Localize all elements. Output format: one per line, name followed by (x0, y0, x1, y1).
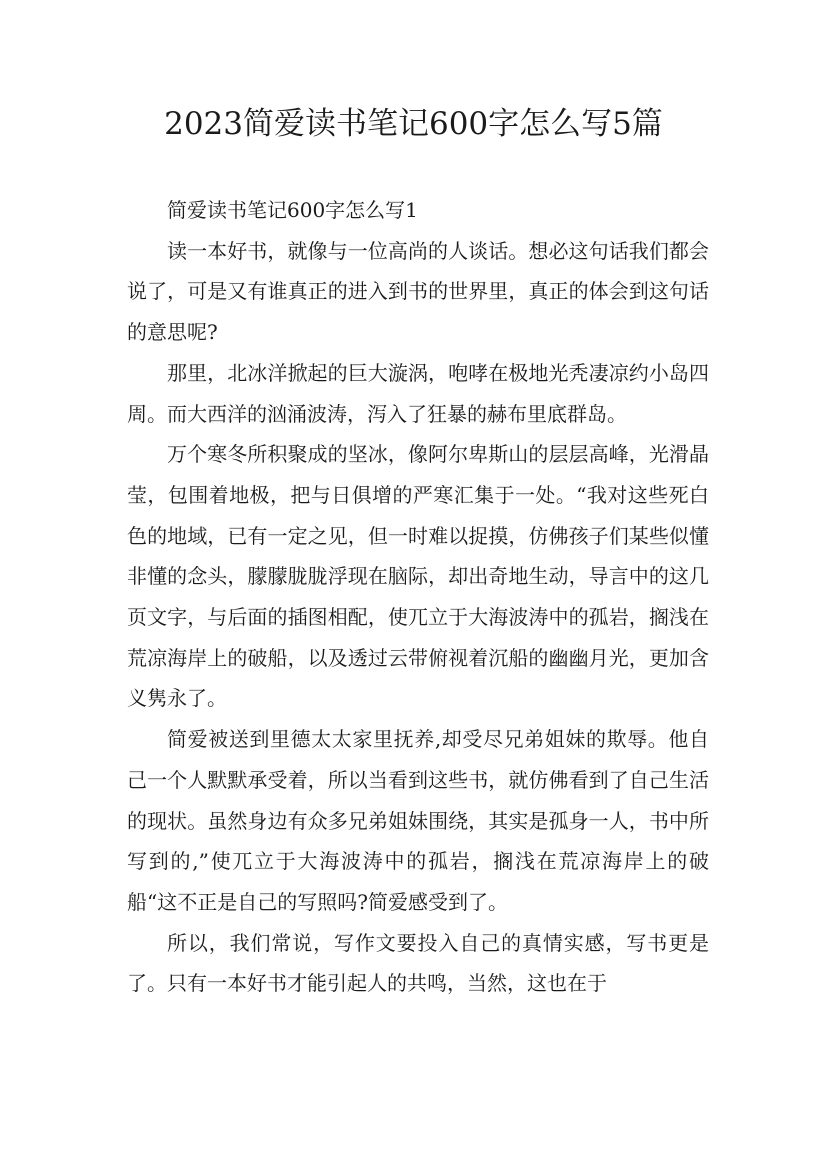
document-title: 2023简爱读书笔记600字怎么写5篇 (164, 106, 663, 142)
paragraph: 简爱被送到里德太太家里抚养,却受尽兄弟姐妹的欺辱。他自己一个人默默承受着，所以当看到这些书，就仿佛看到了自己生活的现状。虽然身边有众多兄弟姐妹围绕，其实是孤身一人，书中所写到的,”使兀立于大海波涛中的孤岩，搁浅在荒凉海岸上的破船“这不正是自己的写照吗?简爱感受到了。 (127, 727, 709, 914)
paragraph: 那里，北冰洋掀起的巨大漩涡，咆哮在极地光秃凄凉约小岛四周。而大西洋的汹涌波涛，泻入了狂暴的赫布里底群岛。 (127, 360, 709, 426)
section-heading: 简爱读书笔记600字怎么写1 (167, 198, 418, 222)
paragraph: 万个寒冬所积聚成的坚冰，像阿尔卑斯山的层层高峰，光滑晶莹，包围着地极，把与日俱增的严寒汇集于一处。“我对这些死白色的地域，已有一定之见，但一时难以捉摸，仿佛孩子们某些似懂非懂的念头，朦朦胧胧浮现在脑际，却出奇地生动，导言中的这几页文字，与后面的插图相配，使兀立于大海波涛中的孤岩，搁浅在荒凉海岸上的破船，以及透过云带俯视着沉船的幽幽月光，更加含义隽永了。 (127, 442, 709, 711)
paragraph: 所以，我们常说，写作文要投入自己的真情实感，写书更是了。只有一本好书才能引起人的共鸣，当然，这也在于 (127, 930, 709, 996)
document-body (127, 190, 709, 1004)
paragraph: 读一本好书，就像与一位高尚的人谈话。想必这句话我们都会说了，可是又有谁真正的进入到书的世界里，真正的体会到这句话的意思呢? (127, 238, 709, 345)
